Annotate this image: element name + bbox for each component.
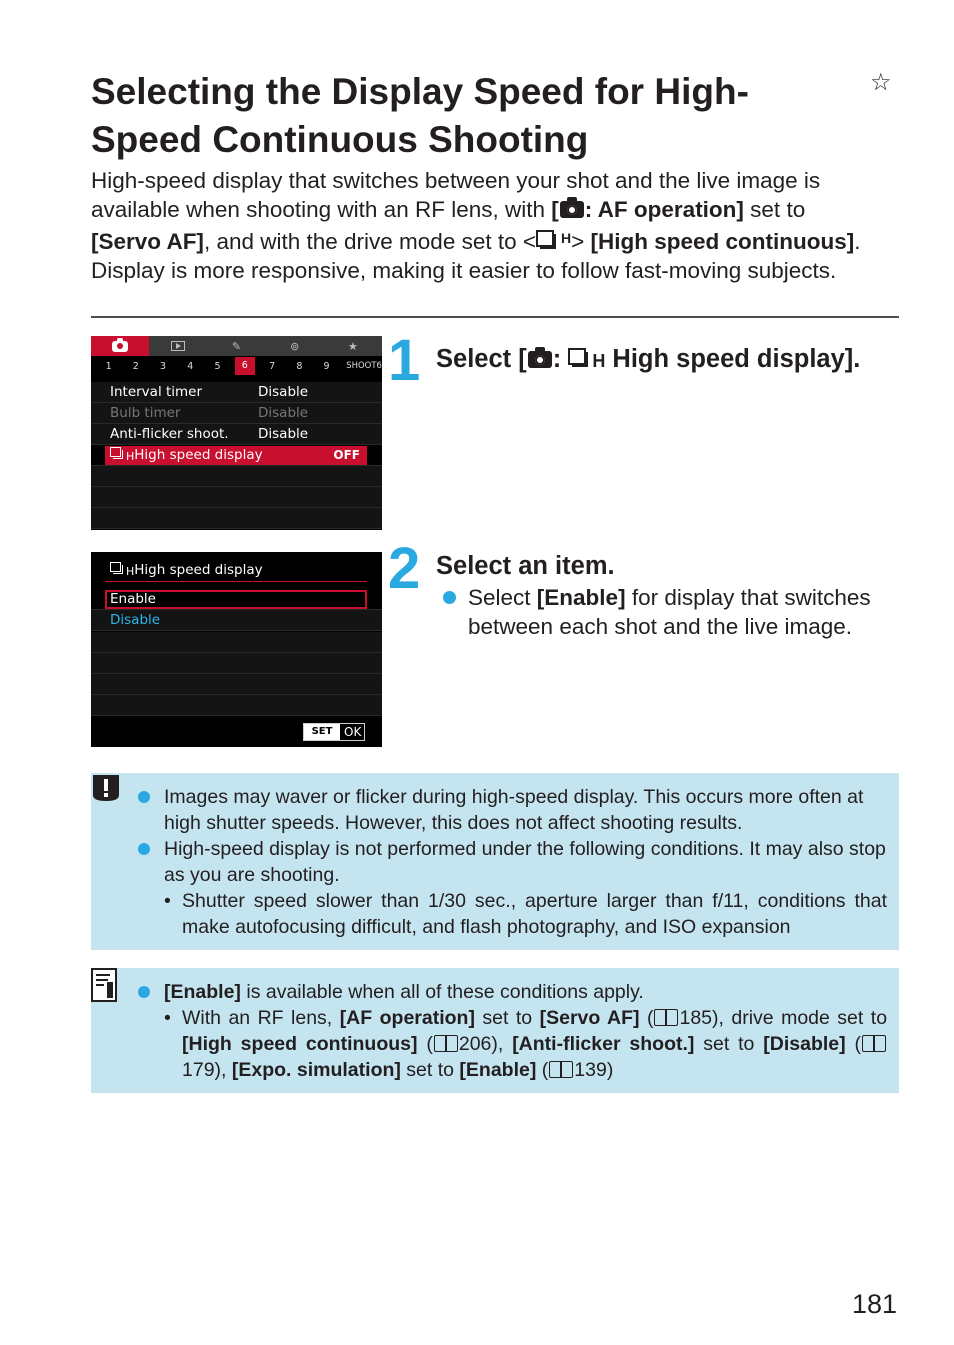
continuous-drive-icon: [568, 348, 592, 370]
menu-item-value: Disable: [258, 426, 309, 442]
intro-paragraph: High-speed display that switches between your shot and the live image is available when shooting with an RF lens, with [ : AF operation] set to [Servo AF], and with the drive mode set to < $^H$> [High speed continuous]. Display is more responsive, making it easier to follow fast-moving subjects.: [91, 168, 861, 283]
page-number[interactable]: 7: [269, 360, 276, 372]
memo-text: [138, 979, 887, 1083]
menu-item-value: Disable: [258, 384, 309, 400]
camera-menu-screen: [91, 336, 382, 530]
drive-h-label: H: [126, 565, 135, 578]
menu-item-label: [110, 445, 263, 467]
caution-icon: [91, 773, 121, 803]
camera-icon: [528, 351, 552, 368]
drive-h-label: H: [126, 450, 135, 463]
page-number-active[interactable]: 6: [235, 357, 254, 375]
camera-icon: [112, 341, 128, 352]
page-number[interactable]: 8: [296, 360, 303, 372]
screen-header: [110, 560, 263, 582]
option-empty-row: [91, 653, 382, 674]
star-icon: ☆: [870, 69, 892, 96]
page-number[interactable]: 2: [132, 360, 139, 372]
page-number[interactable]: 1: [105, 360, 112, 372]
page-label: SHOOT6: [346, 361, 382, 371]
menu-item-anti-flicker[interactable]: [91, 424, 382, 445]
continuous-drive-icon: [536, 230, 560, 252]
menu-empty-row: [91, 508, 382, 529]
tab-setup[interactable]: [207, 336, 265, 356]
option-enable[interactable]: [91, 589, 382, 610]
step-number: 2: [388, 536, 419, 601]
menu-item-label: Anti-flicker shoot.: [110, 426, 229, 442]
memo-box: [91, 968, 899, 1093]
menu-item-label: Interval timer: [110, 384, 203, 400]
custom-function-icon: ⊚: [290, 339, 300, 353]
memo-sub-item: • With an RF lens, [AF operation] set to [Servo AF] ( 185), drive mode set to [High speed continuous] ( 206), [Anti-flicker shoot.] set to [Disable] (179), [Expo. simulation] set to [Enable] ( 139): [164, 1007, 888, 1081]
caution-box: [91, 773, 899, 950]
step-number: 1: [388, 328, 419, 393]
menu-empty-row: [91, 466, 382, 487]
menu-item-value: Disable: [258, 405, 309, 421]
page-number[interactable]: 4: [187, 360, 194, 372]
caution-text: [138, 784, 887, 940]
page-ref-icon: [549, 1061, 573, 1078]
menu-item-high-speed-display[interactable]: [91, 445, 382, 466]
step-bullet: Select [Enable] for display that switches between each shot and the live image.: [443, 583, 903, 641]
option-label: Enable: [110, 591, 156, 607]
continuous-drive-icon: [110, 447, 126, 461]
menu-item-value: OFF: [333, 448, 360, 462]
continuous-drive-icon: [110, 562, 126, 576]
header-underline: [105, 581, 367, 582]
screen-header-text: High speed display: [134, 562, 263, 578]
caution-sub-item: • Shutter speed slower than 1/30 sec., aperture larger than f/11, conditions that make autofocusing difficult, and flash photography, and ISO expansion: [164, 890, 887, 938]
bullet-dot: [138, 986, 150, 998]
playback-icon: [171, 341, 185, 351]
page-ref-icon: [654, 1009, 678, 1026]
tab-my-menu[interactable]: [324, 336, 382, 356]
step-title: Select an item.: [436, 552, 615, 580]
memo-bullet: [Enable] is available when all of these conditions apply.: [138, 979, 887, 1005]
set-label: SET: [304, 724, 340, 740]
option-empty-row: [91, 695, 382, 716]
menu-item-label: Bulb timer: [110, 405, 181, 421]
high-speed-display-screen: [91, 552, 382, 747]
option-empty-row: [91, 674, 382, 695]
page-number: 181: [852, 1289, 898, 1319]
step-title: Select [ : H High speed display].: [436, 345, 861, 373]
wrench-icon: ✎: [231, 339, 242, 353]
star-icon: ★: [347, 339, 358, 353]
bullet-dot: [138, 843, 150, 855]
page-number[interactable]: 3: [160, 360, 167, 372]
menu-item-text: High speed display: [134, 447, 263, 463]
page-ref-icon: [434, 1035, 458, 1052]
tab-shooting[interactable]: [91, 336, 149, 356]
tab-custom[interactable]: [266, 336, 324, 356]
page-title: Selecting the Display Speed for High-Speed Continuous Shooting: [91, 71, 749, 160]
bullet-dot: [443, 591, 456, 604]
option-disable[interactable]: [91, 610, 382, 631]
menu-empty-row: [91, 487, 382, 508]
camera-icon: [560, 201, 584, 218]
bullet-dot: [138, 791, 150, 803]
option-empty-row: [91, 632, 382, 653]
tab-playback[interactable]: [149, 336, 207, 356]
menu-item-bulb-timer: [91, 403, 382, 424]
caution-bullet: Images may waver or flicker during high-speed display. This occurs more often at high shutter speeds. However, this does not affect shooting results.: [138, 784, 887, 836]
memo-icon: [91, 968, 117, 1002]
menu-item-interval-timer[interactable]: [91, 382, 382, 403]
menu-tab-bar: [91, 336, 382, 356]
page-number[interactable]: 9: [323, 360, 330, 372]
option-label: Disable: [110, 612, 161, 628]
section-divider: [91, 316, 899, 318]
caution-bullet: High-speed display is not performed under the following conditions. It may also stop as you are shooting.: [138, 836, 887, 888]
menu-page-numbers: [91, 356, 382, 376]
page-ref-icon: [862, 1035, 886, 1052]
set-ok-button[interactable]: [303, 723, 365, 741]
ok-label: OK: [344, 725, 362, 739]
page-number[interactable]: 5: [214, 360, 221, 372]
